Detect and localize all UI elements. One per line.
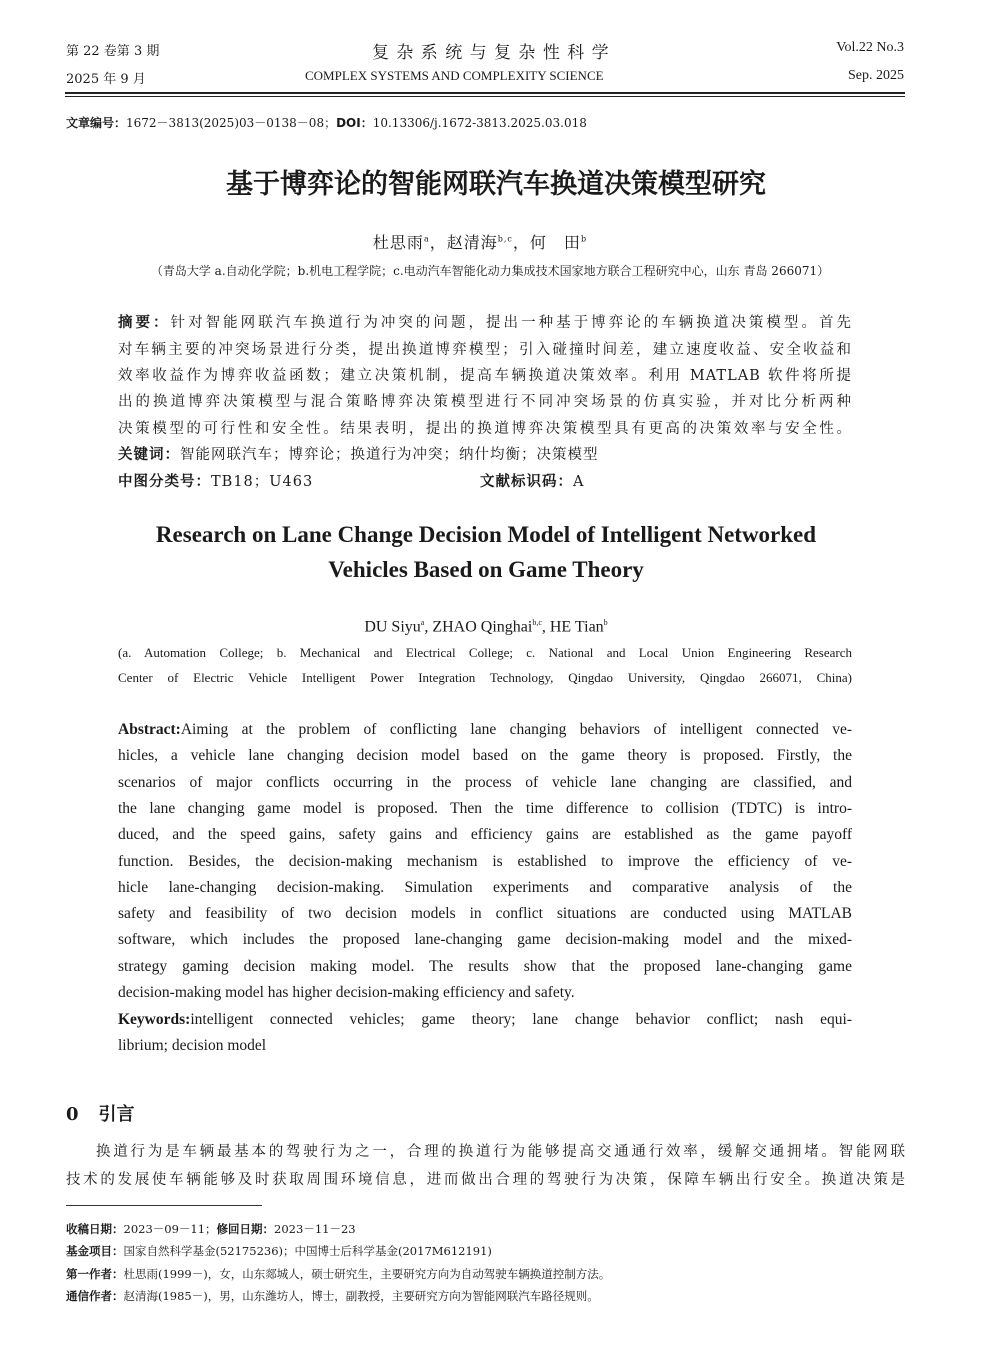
title-en-line: Vehicles Based on Game Theory xyxy=(328,557,644,582)
text: hicles, a vehicle lane changing decision model based on the game theory is proposed. Firstly, the xyxy=(118,747,852,765)
footnote-text: 2023－09－11； xyxy=(123,1222,217,1236)
article-no: 1672－3813(2025)03－0138－08； xyxy=(126,116,337,130)
journal-title-en: COMPLEX SYSTEMS AND COMPLEXITY SCIENCE xyxy=(305,68,604,83)
affiliation-en-line: Center of Electric Vehicle Intelligent Power Integration Technology, Qingdao University, Qingdao 266071, China) xyxy=(118,670,852,685)
abstract-cn-line: 针对智能网联汽车换道行为冲突的问题，提出一种基于博弈论的车辆换道决策模型。首先 xyxy=(170,315,853,331)
abstract-cn-label: 摘要： xyxy=(118,315,171,331)
abstract-en-line xyxy=(118,721,852,739)
body-line: 换道行为是车辆最基本的驾驶行为之一，合理的换道行为能够提高交通通行效率，缓解交通拥堵。智能网联 xyxy=(96,1144,906,1160)
footnote-funding xyxy=(66,1243,492,1259)
footnote-text: 国家自然科学基金(52175236)；中国博士后科学基金(2017M612191) xyxy=(123,1244,492,1258)
section-title: 引言 xyxy=(98,1104,135,1125)
abstract-en-line xyxy=(118,853,852,871)
volume-issue-en: Vol.22 No.3 xyxy=(836,40,904,55)
abstract-en-line xyxy=(118,905,852,923)
abstract-en-line xyxy=(118,774,852,792)
title-en-line: Research on Lane Change Decision Model of Intelligent Networked xyxy=(155,522,817,547)
footnote-label: 修回日期： xyxy=(216,1222,275,1236)
affiliation-cn: （青岛大学 a.自动化学院；b.机电工程学院；c.电动汽车智能化动力集成技术国家地方联合工程研究中心，山东 青岛 266071） xyxy=(150,264,830,278)
author-affil: b xyxy=(580,234,588,244)
doc-code-value: A xyxy=(573,474,585,490)
label: Keywords: xyxy=(118,1011,191,1028)
keywords-cn-label: 关键词： xyxy=(118,447,180,463)
author-name: 何 田 xyxy=(529,233,581,252)
footnote-rule xyxy=(66,1205,262,1206)
author-name: 杜思雨 xyxy=(372,233,424,252)
text: software, which includes the proposed lane-changing game decision-making model and the mixed- xyxy=(118,931,852,949)
date-en: Sep. 2025 xyxy=(848,68,904,83)
section-heading xyxy=(66,1100,135,1126)
author-affil: b xyxy=(603,618,608,627)
text: duced, and the speed gains, safety gains and efficiency gains are established as the game payoff xyxy=(118,826,852,844)
abstract-cn-line: 效率收益作为博弈收益函数；建立决策机制，提高车辆换道决策效率。利用 MATLAB 软件将所提 xyxy=(118,368,852,384)
volume-issue-cn: 第 22 卷第 3 期 xyxy=(66,44,160,59)
author-name: 赵清海 xyxy=(446,233,498,252)
author-name: DU Siyu xyxy=(364,618,421,636)
abstract-en-line xyxy=(118,1011,852,1029)
footnote-text: 杜思雨(1999－)，女，山东郯城人，硕士研究生，主要研究方向为自动驾驶车辆换道控制方法。 xyxy=(123,1267,611,1281)
doi-label: DOI： xyxy=(336,116,373,130)
abstract-en-line xyxy=(118,747,852,765)
abstract-cn-line: 对车辆主要的冲突场景进行分类，提出换道博弈模型；引入碰撞时间差，建立速度收益、安全收益和 xyxy=(118,342,852,358)
abstract-en-line xyxy=(118,984,852,1002)
clc-value: TB18；U463 xyxy=(211,474,314,490)
text: intelligent connected vehicles; game theory; lane change behavior conflict; nash equi- xyxy=(190,1011,852,1028)
abstract-en-line xyxy=(118,826,852,844)
footnote-label: 第一作者： xyxy=(66,1267,124,1281)
section-number: 0 xyxy=(66,1104,79,1125)
date-cn: 2025 年 9 月 xyxy=(66,72,146,87)
article-info xyxy=(66,114,587,131)
header-rule-thin xyxy=(65,96,905,97)
footnote-label: 收稿日期： xyxy=(66,1222,124,1236)
footnote-dates xyxy=(66,1221,356,1237)
doi-link[interactable]: 10.13306/j.1672-3813.2025.03.018 xyxy=(372,116,587,130)
authors-cn: 杜思雨$^a$，赵清海$^{b,c}$，何 田$^b$ xyxy=(372,233,588,252)
text: Aiming at the problem of conflicting lane changing behaviors of intelligent connected ve- xyxy=(180,721,852,738)
authors-en: DU Siyu$^a$, ZHAO Qinghai$^{b,c}$, HE Tian$^b$ xyxy=(364,618,608,636)
abstract-en-line xyxy=(118,958,852,976)
footnote-text: 2023－11－23 xyxy=(274,1222,356,1236)
author-affil: a xyxy=(420,618,425,627)
text: scenarios of major conflicts occurring in the process of vehicle lane changing are classified, and xyxy=(118,773,852,791)
author-affil: a xyxy=(423,234,430,244)
doc-code-label: 文献标识码： xyxy=(480,474,573,490)
author-affil: b,c xyxy=(497,234,513,244)
text: the lane changing game model is proposed. Then the time difference to collision (TDTC) is intro- xyxy=(118,799,852,817)
text: function. Besides, the decision-making mechanism is established to improve the efficiency of ve- xyxy=(118,852,852,870)
title-cn: 基于博弈论的智能网联汽车换道决策模型研究 xyxy=(226,169,766,200)
text: librium; decision model xyxy=(118,1037,267,1055)
footnote-label: 通信作者： xyxy=(66,1289,124,1303)
journal-title-cn: 复 杂 系 统 与 复 杂 性 科 学 xyxy=(372,43,610,63)
footnote-first-author xyxy=(66,1266,610,1282)
footnote-corresponding xyxy=(66,1288,599,1304)
abstract-en-line xyxy=(118,879,852,897)
keywords-cn xyxy=(118,443,599,464)
text: strategy gaming decision making model. The results show that the proposed lane-changing game xyxy=(118,957,852,975)
header-rule xyxy=(65,92,905,94)
abstract-en-line xyxy=(118,1037,852,1055)
clc-number xyxy=(118,470,313,491)
abstract-cn-line: 出的换道博弈决策模型与混合策略博弈决策模型进行不同冲突场景的仿真实验，并对比分析两种 xyxy=(118,394,852,410)
footnote-text: 赵清海(1985－)，男，山东潍坊人，博士，副教授，主要研究方向为智能网联汽车路径规则。 xyxy=(123,1289,599,1303)
text: decision-making model has higher decision-making efficiency and safety. xyxy=(118,984,575,1001)
article-no-label: 文章编号： xyxy=(66,116,127,130)
author-name: HE Tian xyxy=(549,618,604,636)
keywords-cn-text: 智能网联汽车；博弈论；换道行为冲突；纳什均衡；决策模型 xyxy=(180,447,599,463)
affiliation-en-line: (a. Automation College; b. Mechanical and Electrical College; c. National and Local Union Engineering Research xyxy=(118,645,852,660)
body-line: 技术的发展使车辆能够及时获取周围环境信息，进而做出合理的驾驶行为决策，保障车辆出行安全。换道决策是 xyxy=(66,1172,906,1188)
author-affil: b,c xyxy=(532,618,542,627)
text: hicle lane-changing decision-making. Simulation experiments and comparative analysis of the xyxy=(118,878,852,896)
document-code xyxy=(480,470,584,491)
text: safety and feasibility of two decision models in conflict situations are conducted using MATLAB xyxy=(118,905,852,923)
footnote-label: 基金项目： xyxy=(66,1244,124,1258)
abstract-en-line xyxy=(118,800,852,818)
abstract-cn-line: 决策模型的可行性和安全性。结果表明，提出的换道博弈决策模型具有更高的决策效率与安全性。 xyxy=(118,421,852,437)
label: Abstract: xyxy=(118,721,181,738)
clc-label: 中图分类号： xyxy=(118,474,211,490)
abstract-en-line xyxy=(118,931,852,949)
author-name: ZHAO Qinghai xyxy=(432,618,533,636)
